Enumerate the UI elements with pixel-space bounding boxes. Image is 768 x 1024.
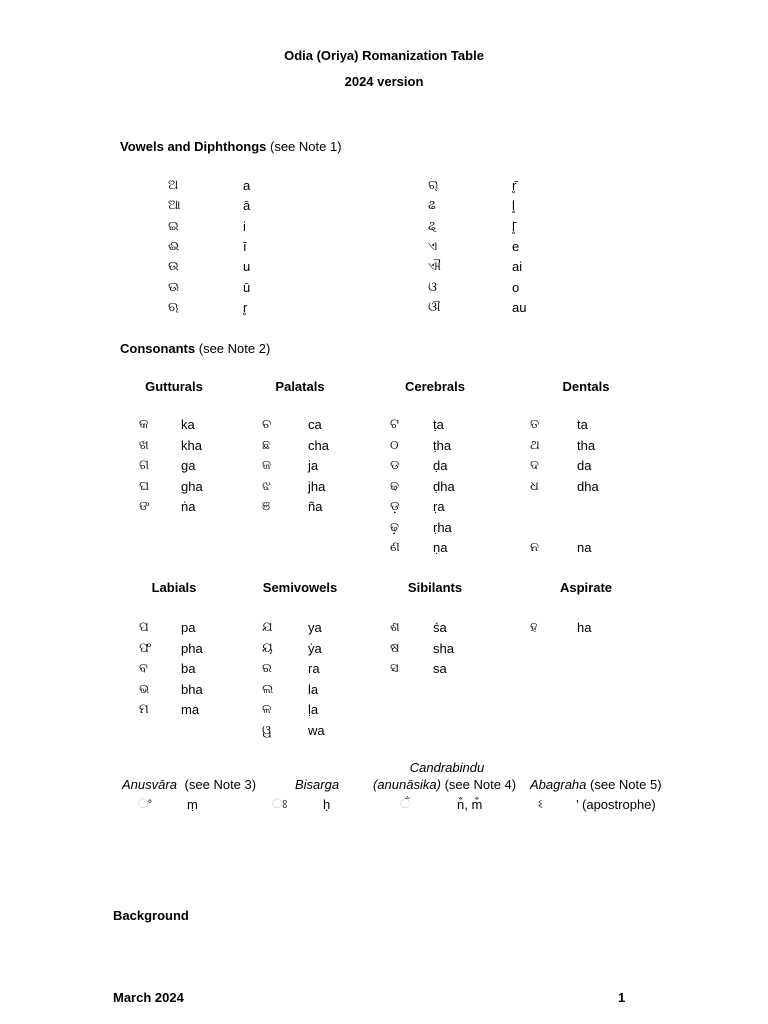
vowel-roman: ī (243, 238, 247, 254)
anusvara-char: ◌ଂ (138, 797, 152, 812)
consonant-char: ଢ଼ (390, 519, 399, 535)
abagraha-label-text: Abagraha (530, 777, 587, 792)
candrabindu-note: (see Note 4) (444, 777, 517, 792)
vowel-char: ଊ (168, 279, 180, 295)
consonant-roman: ḷa (308, 702, 319, 717)
vowel-roman: l̥ (512, 198, 515, 214)
consonant-char: ନ (530, 540, 539, 555)
consonant-roman: dha (577, 478, 599, 494)
consonant-char: ୟ (262, 640, 273, 656)
consonant-char: ଷ (390, 640, 400, 656)
consonant-char: ଘ (139, 478, 150, 494)
consonant-roman: pa (181, 620, 196, 635)
consonant-roman: sha (433, 640, 454, 656)
consonant-char: ଗ (139, 458, 149, 473)
consonant-char: ଭ (139, 681, 150, 697)
vowel-roman: u (243, 259, 251, 275)
consonant-roman: sa (433, 661, 447, 676)
consonant-roman: ya (308, 620, 322, 635)
consonant-char: ଦ (530, 458, 539, 473)
consonant-roman: ṛa (433, 499, 445, 514)
abagraha-note: (see Note 5) (590, 777, 662, 792)
bisarga-roman: ḥ (323, 797, 331, 812)
consonant-char: ଲ (262, 681, 274, 697)
vowel-roman: e (512, 238, 520, 254)
consonant-roman: gha (181, 478, 203, 494)
candrabindu-sublabel (373, 777, 516, 792)
consonant-char: ତ (530, 417, 540, 432)
document-title: Odia (Oriya) Romanization Table (284, 48, 484, 63)
consonant-char: ଢ (390, 478, 399, 494)
consonant-roman: ma (181, 702, 200, 717)
consonant-roman: ṅa (181, 499, 196, 514)
vowel-char: ଅ (168, 178, 179, 193)
document-version: 2024 version (344, 74, 424, 89)
group-header: Gutturals (145, 379, 203, 394)
consonant-roman: ña (308, 499, 323, 514)
consonant-char: ଥ (530, 437, 540, 453)
group-header: Palatals (275, 379, 325, 394)
consonant-char: ଛ (262, 437, 271, 453)
vowel-roman: r̥ (243, 299, 248, 315)
abagraha-char: ଽ (538, 797, 543, 812)
bisarga-char: ◌ଃ (272, 797, 288, 812)
vowel-roman: ā (243, 198, 251, 214)
vowel-roman: ū (243, 279, 251, 295)
vowel-roman: r̥̄ (512, 178, 517, 193)
group-header: Dentals (562, 379, 610, 394)
vowel-roman: l̥̄ (512, 218, 515, 234)
consonant-char: ପ (139, 620, 149, 635)
vowels-heading (120, 139, 342, 154)
consonant-char: ର (262, 661, 272, 676)
consonant-roman: pha (181, 640, 203, 656)
vowel-char: ଋ (168, 299, 179, 315)
consonants-heading-text: Consonants (120, 341, 196, 356)
abagraha-roman: ’ (apostrophe) (576, 797, 656, 812)
group-header: Sibilants (407, 580, 463, 595)
consonant-roman: ra (308, 661, 320, 676)
consonant-roman: na (577, 540, 592, 555)
consonant-char: ମ (139, 702, 149, 717)
consonant-roman: ḍa (433, 458, 448, 473)
consonant-roman: ṭha (433, 437, 452, 453)
vowels-note: (see Note 1) (270, 139, 342, 154)
consonant-char: ଣ (390, 540, 400, 555)
consonant-char: ଞ (262, 499, 271, 514)
consonant-roman: cha (308, 437, 329, 453)
anusvara-label-text: Anusvāra (122, 777, 177, 792)
vowels-heading-text: Vowels and Diphthongs (120, 139, 267, 154)
consonant-char: ଧ (530, 478, 539, 494)
anusvara-note: (see Note 3) (184, 777, 257, 792)
consonant-roman: ka (181, 417, 195, 432)
group-header: Labials (151, 580, 197, 595)
consonant-roman: ca (308, 417, 322, 432)
vowel-roman: o (512, 279, 520, 295)
consonant-roman: da (577, 458, 592, 473)
consonant-roman: ṭa (433, 417, 444, 432)
vowel-roman: ai (512, 259, 523, 275)
consonant-char: ଡ଼ (390, 499, 400, 514)
consonant-roman: ṇa (433, 540, 448, 555)
abagraha-label (530, 777, 662, 792)
consonant-roman: śa (433, 620, 447, 635)
anusvara-roman: ṃ (187, 797, 198, 812)
vowel-char: ଓ (428, 279, 437, 295)
vowel-roman: a (243, 178, 251, 193)
footer-date: March 2024 (113, 990, 184, 1005)
consonant-roman: wa (308, 722, 325, 738)
consonant-roman: ṛha (433, 519, 452, 535)
vowel-roman: i (243, 218, 246, 234)
candrabindu-char: ◌ଁ (400, 797, 411, 812)
consonant-char: ଡ (390, 458, 400, 473)
group-header: Semivowels (262, 580, 338, 595)
vowel-char: ଏ (428, 238, 438, 254)
candrabindu-label: Candrabindu (409, 760, 485, 775)
vowel-char: ୠ (428, 178, 439, 193)
vowel-char: ଈ (168, 238, 180, 254)
consonant-roman: ẏa (308, 640, 322, 656)
background-heading: Background (113, 908, 189, 923)
consonant-char: ଫ (139, 640, 152, 656)
consonant-roman: bha (181, 681, 203, 697)
consonant-char: ଝ (262, 478, 271, 494)
consonant-char: ଠ (390, 437, 399, 453)
consonants-heading (120, 341, 270, 356)
consonant-roman: tha (577, 437, 596, 453)
consonant-roman: kha (181, 437, 202, 453)
consonant-char: ଶ (390, 620, 400, 635)
vowel-char: ଆ (168, 198, 181, 214)
vowel-char: ଇ (168, 218, 179, 234)
footer-page-number: 1 (618, 990, 626, 1005)
consonants-note: (see Note 2) (198, 341, 271, 356)
vowel-char: ଔ (428, 299, 441, 315)
consonant-roman: ja (308, 458, 319, 473)
consonant-char: କ (139, 417, 149, 432)
consonant-char: ଟ (390, 417, 400, 432)
bisarga-label: Bisarga (295, 777, 340, 792)
vowel-char: ଐ (428, 259, 442, 275)
consonant-char: ଯ (262, 620, 273, 635)
consonant-char: ସ (390, 661, 399, 676)
group-header: Cerebrals (405, 379, 465, 394)
candrabindu-roman: n̐, m̐ (457, 797, 483, 812)
consonant-roman: la (308, 681, 319, 697)
consonant-char: ଙ (139, 499, 150, 514)
consonant-roman: jha (308, 478, 326, 494)
vowel-roman: au (512, 299, 527, 315)
consonant-char: ୱ (262, 722, 272, 738)
consonant-char: ଖ (139, 437, 149, 453)
consonant-roman: ta (577, 417, 588, 432)
consonant-roman: ḍha (433, 478, 455, 494)
consonant-char: ଜ (262, 458, 271, 473)
candrabindu-anunasika: (anunāsika) (373, 777, 441, 792)
consonant-roman: ha (577, 620, 592, 635)
vowel-char: ୡ (428, 218, 438, 234)
consonant-char: ବ (139, 661, 148, 676)
vowel-char: ଉ (168, 259, 179, 275)
consonant-roman: ga (181, 458, 196, 473)
anusvara-label (122, 777, 256, 792)
group-header: Aspirate (559, 580, 613, 595)
consonant-char: ହ (530, 620, 538, 635)
consonant-char: ଳ (262, 702, 272, 717)
vowel-char: ଌ (428, 198, 436, 214)
consonant-roman: ba (181, 661, 196, 676)
consonant-char: ଚ (262, 417, 272, 432)
